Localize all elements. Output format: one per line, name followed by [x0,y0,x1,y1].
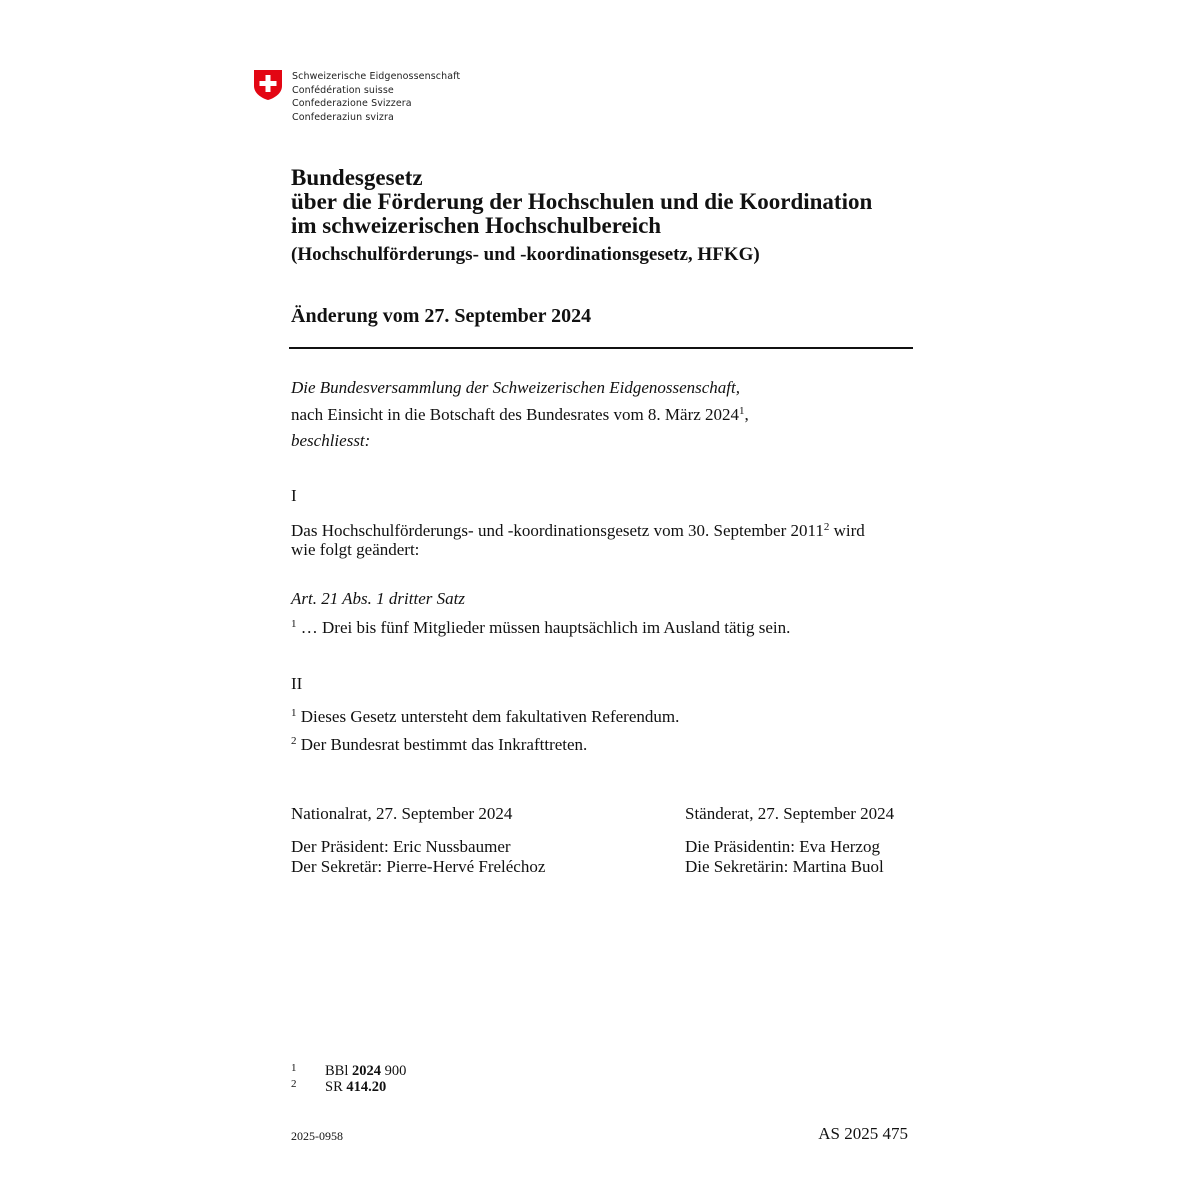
section-2-paragraph-2-text: Der Bundesrat bestimmt das Inkrafttreten. [296,735,588,754]
title-line-2: über die Förderung der Hochschulen und die Koordination [291,189,873,214]
section-2-paragraph-2 [291,735,587,755]
section-1-intro-text: Das Hochschulförderungs- und -koordinationsgesetz vom 30. September 2011 [291,521,824,540]
preamble-line-2 [291,405,749,425]
admin-name-de: Schweizerische Eidgenossenschaft [292,71,461,82]
footnote-2: 2 SR 414.20 [291,1078,387,1095]
footnote-prefix: BBl [325,1063,352,1079]
administration-names [292,70,460,124]
article-heading: Art. 21 Abs. 1 dritter Satz [291,589,465,608]
paragraph-number: 2 [291,735,297,747]
signature-president: Der Präsident: Eric Nussbaumer [291,837,511,856]
footnote-ref-1[interactable]: 1 [739,405,745,417]
signature-secretary: Der Sekretär: Pierre-Hervé Freléchoz [291,857,546,876]
article-paragraph-1 [291,618,790,638]
footnote-bold: 2024 [352,1063,381,1079]
signature-secretary: Die Sekretärin: Martina Buol [685,857,884,876]
signature-place-date: Ständerat, 27. September 2024 [685,804,895,823]
admin-name-rm: Confederaziun svizra [292,111,394,123]
section-2-paragraph-1 [291,707,679,727]
section-2-heading: II [291,674,303,693]
amendment-date: Änderung vom 27. September 2024 [291,305,592,327]
footnote-1: 1 BBl 2024 900 [291,1062,407,1079]
preamble-line-1: Die Bundesversammlung der Schweizerischen Eidgenossenschaft, [291,378,740,397]
paragraph-number: 1 [291,707,297,719]
signature-place-date: Nationalrat, 27. September 2024 [291,804,513,823]
law-title [291,166,931,266]
section-2-paragraph-1-text: Dieses Gesetz untersteht dem fakultativen Referendum. [296,707,680,726]
title-line-1: Bundesgesetz [291,165,423,190]
preamble-line-2-end: , [744,405,749,424]
footnote-bold: 414.20 [346,1079,387,1095]
preamble-line-3: beschliesst: [291,431,371,450]
admin-name-fr: Confédération suisse [292,84,394,96]
signature-nationalrat [291,804,545,877]
footnote-ref-2[interactable]: 2 [823,521,830,533]
official-compilation-reference: AS 2025 475 [818,1124,908,1143]
title-divider [289,347,913,349]
admin-name-it: Confederazione Svizzera [292,98,412,109]
article-paragraph-text: … Drei bis fünf Mitglieder müssen hauptsächlich im Ausland tätig sein. [296,618,791,637]
footnote-suffix: 900 [381,1063,407,1079]
title-short-name: (Hochschulförderungs- und -koordinationsgesetz, HFKG) [291,244,760,265]
section-1-intro-text-end: wird [829,521,865,540]
document-number: 2025-0958 [291,1129,343,1143]
footnote-prefix: SR [325,1079,347,1095]
footnotes [291,1063,406,1095]
title-line-3: im schweizerischen Hochschulbereich [291,213,662,238]
section-1-intro-line-1 [291,521,865,541]
paragraph-number: 1 [291,618,297,630]
signature-president: Die Präsidentin: Eva Herzog [685,837,880,856]
preamble-line-2-text: nach Einsicht in die Botschaft des Bundesrates vom 8. März 2024 [291,405,740,424]
section-1-heading: I [291,486,297,505]
signature-staenderat [685,804,894,877]
section-1-intro-line-2: wie folgt geändert: [291,540,420,559]
swiss-coat-of-arms-icon [253,69,283,101]
